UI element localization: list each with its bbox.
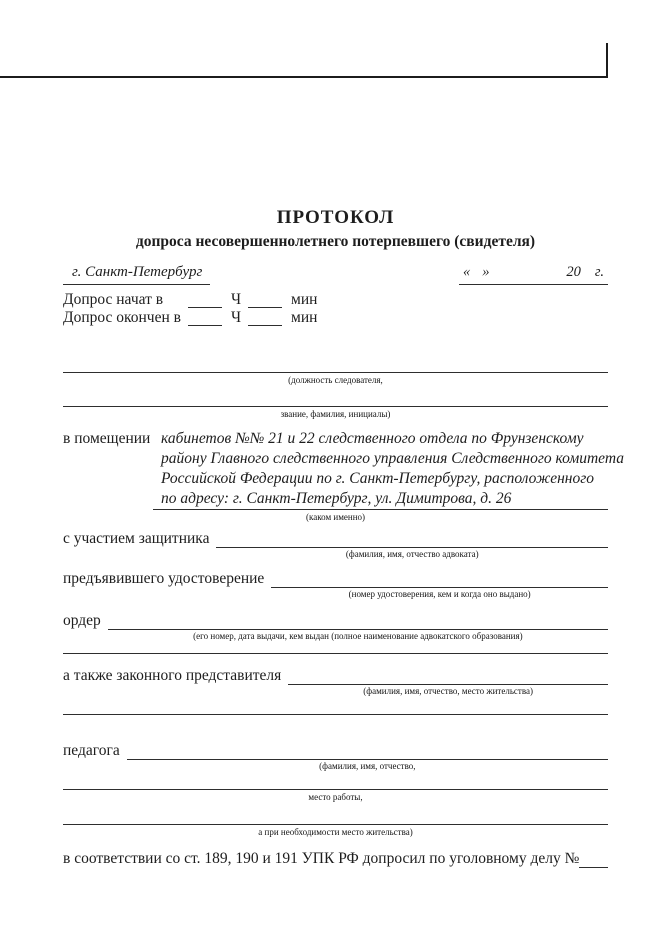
defender-label: с участием защитника — [63, 530, 210, 547]
pedagogue-workplace-field[interactable] — [63, 789, 608, 790]
premises-value-line: Российской Федерации по г. Санкт-Петербургу, расположенного — [161, 470, 595, 487]
end-hour-field[interactable] — [188, 312, 222, 326]
document-title: ПРОТОКОЛ — [276, 207, 395, 228]
hours-unit-label: Ч — [230, 291, 242, 308]
defender-row — [63, 527, 608, 548]
document-subtitle: допроса несовершеннолетнего потерпевшего (свидетеля) — [135, 233, 536, 250]
premises-label: в помещении — [63, 430, 151, 447]
defender-caption-row — [63, 549, 608, 561]
date-close-quote: » — [482, 264, 490, 280]
time-end-label: Допрос окончен в — [63, 309, 181, 326]
date-century: 20 — [566, 264, 581, 280]
pedagogue-name-field[interactable] — [127, 739, 608, 760]
interrogation-time-block — [63, 292, 608, 326]
warrant-row — [63, 609, 608, 630]
certificate-caption: (номер удостоверения, кем и когда оно выдано) — [348, 589, 531, 599]
defender-name-field[interactable] — [216, 527, 608, 548]
certificate-row — [63, 567, 608, 588]
certificate-number-field[interactable] — [271, 567, 608, 588]
warrant-caption-row — [63, 631, 608, 643]
premises-value-line: району Главного следственного управления Следственного комитета — [161, 450, 624, 467]
warrant-caption: (его номер, дата выдачи, кем выдан (полное наименование адвокатского образования) — [193, 631, 523, 641]
date-year-suffix: г. — [594, 264, 604, 280]
hours-unit-label: Ч — [230, 309, 242, 326]
premises-field-underline[interactable] — [153, 509, 608, 510]
place-value: г. Санкт-Петербург — [72, 264, 203, 280]
time-start-label: Допрос начат в — [63, 291, 164, 308]
premises-block — [63, 429, 624, 509]
investigator-caption-1: (должность следователя, — [288, 375, 383, 385]
representative-continuation-field[interactable] — [63, 714, 608, 715]
premises-value-line: кабинетов №№ 21 и 22 следственного отдела по Фрунзенскому — [161, 430, 584, 447]
pedagogue-caption-row — [63, 761, 608, 773]
warrant-number-field[interactable] — [108, 609, 608, 630]
representative-caption-row — [63, 686, 608, 698]
place-date-row — [63, 264, 608, 285]
pedagogue-residence-field[interactable] — [63, 824, 608, 825]
premises-value — [161, 429, 624, 509]
representative-caption: (фамилия, имя, отчество, место жительства) — [363, 686, 533, 696]
representative-name-field[interactable] — [288, 664, 608, 685]
document-content — [63, 0, 624, 868]
minutes-unit-label: мин — [291, 291, 318, 308]
defender-caption: (фамилия, имя, отчество адвоката) — [345, 549, 479, 559]
pedagogue-caption-2: место работы, — [308, 792, 363, 802]
certificate-label: предъявившего удостоверение — [63, 570, 265, 587]
start-hour-field[interactable] — [188, 294, 222, 308]
investigator-position-field[interactable] — [63, 372, 608, 373]
certificate-caption-row — [63, 589, 608, 601]
premises-caption: (каком именно) — [305, 512, 366, 522]
pedagogue-label: педагога — [63, 742, 120, 759]
premises-value-line: по адресу: г. Санкт-Петербург, ул. Димитрова, д. 26 — [161, 490, 512, 507]
date-open-quote: « — [463, 264, 471, 280]
warrant-label: ордер — [63, 612, 101, 629]
legal-basis-text: в соответствии со ст. 189, 190 и 191 УПК РФ допросил по уголовному делу № — [63, 850, 580, 867]
investigator-name-field[interactable] — [63, 406, 608, 407]
case-number-field[interactable] — [579, 847, 608, 868]
pedagogue-caption-1: (фамилия, имя, отчество, — [319, 761, 416, 771]
warrant-continuation-field[interactable] — [63, 653, 608, 654]
legal-basis-row — [63, 847, 608, 868]
investigator-caption-2: звание, фамилия, инициалы) — [280, 409, 391, 419]
representative-row — [63, 664, 608, 685]
date-field[interactable] — [459, 264, 608, 285]
start-minute-field[interactable] — [248, 294, 282, 308]
minutes-unit-label: мин — [291, 309, 318, 326]
end-minute-field[interactable] — [248, 312, 282, 326]
representative-label: а также законного представителя — [63, 667, 282, 684]
place-field — [63, 264, 210, 285]
pedagogue-row — [63, 739, 608, 760]
pedagogue-caption-3: а при необходимости место жительства) — [258, 827, 413, 837]
